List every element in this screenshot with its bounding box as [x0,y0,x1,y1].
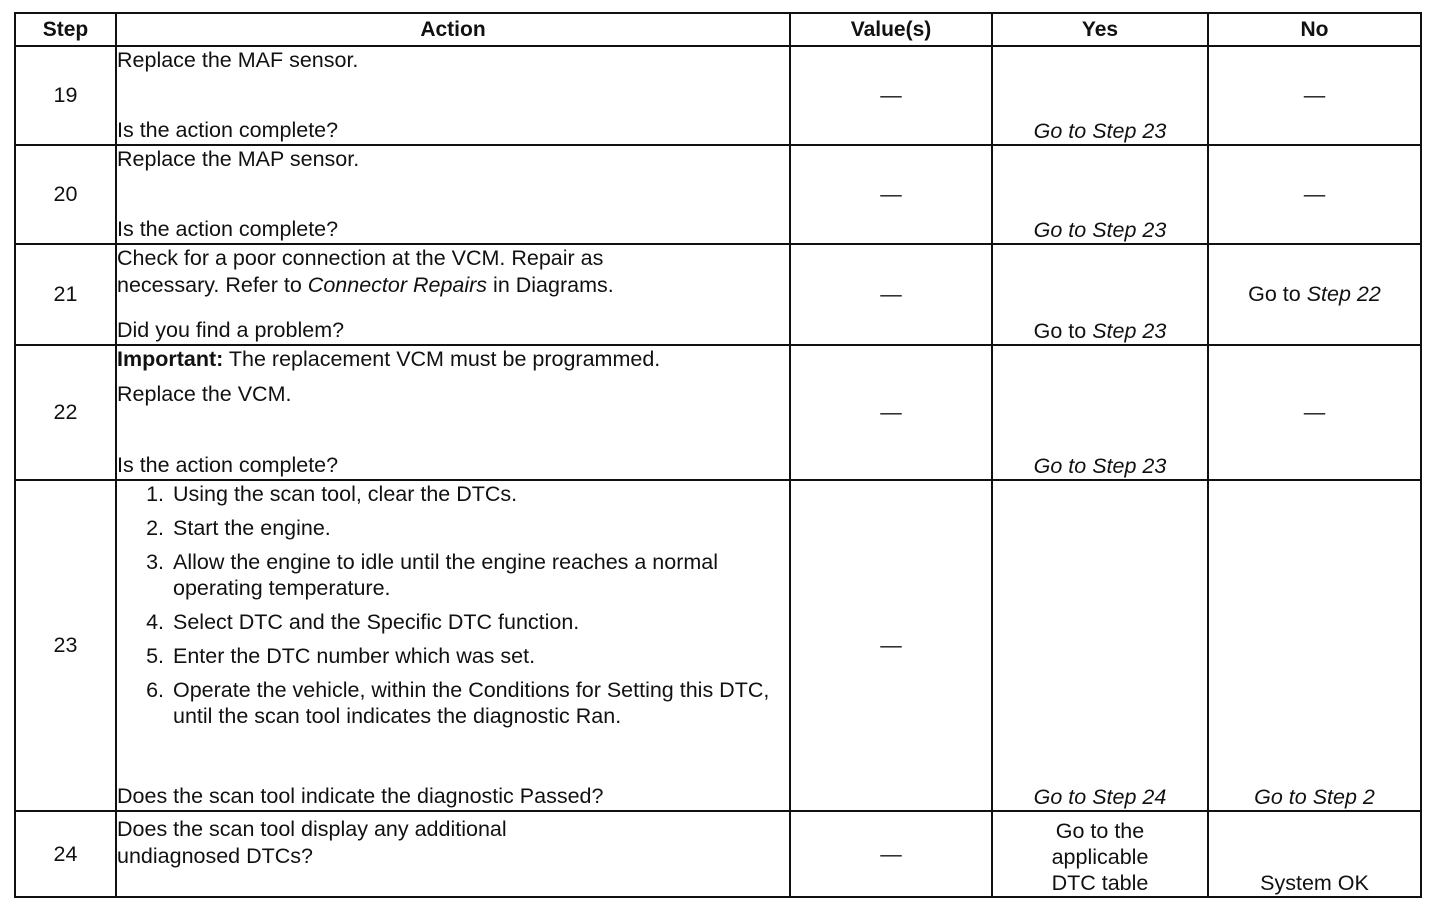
connector-repairs-reference: Connector Repairs [307,273,488,297]
list-item [117,549,789,601]
action-cell [116,145,790,244]
step-number: 21 [15,244,116,345]
list-text: Enter the DTC number which was set. [173,644,536,668]
no-cell: — [1208,345,1421,480]
header-values: Value(s) [790,13,992,46]
yes-cell [992,811,1208,897]
list-text: Operate the vehicle, within the Conditions for Setting this DTC, until the scan tool indicates the diagnostic Ran. [173,678,770,728]
action-text-fragment: necessary. Refer to [117,273,308,297]
action-text-line-1: Check for a poor connection at the VCM. Repair as [117,246,604,270]
value-cell: — [790,811,992,897]
important-label: Important: [117,347,224,371]
yes-line: DTC table [1051,871,1149,895]
step-number: 20 [15,145,116,244]
table-row-step-22 [15,345,1421,480]
action-cell [116,345,790,480]
list-text: Using the scan tool, clear the DTCs. [173,482,518,506]
step-number: 24 [15,811,116,897]
list-item [117,677,789,729]
important-note [117,346,789,373]
action-question: Does the scan tool indicate the diagnostic Passed? [117,784,604,808]
list-text: Select DTC and the Specific DTC function. [173,610,580,634]
yes-cell: Go to Step 24 [992,480,1208,811]
table-row-step-19 [15,46,1421,145]
table-header-row [15,13,1421,46]
table-row-step-24 [15,811,1421,897]
diagnostic-table-page [14,12,1420,896]
no-text: Go to [1248,282,1307,306]
action-text: Replace the VCM. [117,382,292,406]
list-number: 4. [146,610,164,634]
yes-step-reference: Step 23 [1092,319,1167,343]
value-cell: — [790,244,992,345]
header-action: Action [116,13,790,46]
no-cell: System OK [1208,811,1421,897]
table-row-step-21 [15,244,1421,345]
yes-cell [992,244,1208,345]
yes-text: Go to [1033,319,1093,343]
action-text-line-2: undiagnosed DTCs? [117,844,314,868]
no-step-reference: Step 22 [1306,282,1381,306]
list-number: 2. [146,516,164,540]
list-item [117,609,789,635]
value-cell: — [790,46,992,145]
list-item [117,515,789,541]
no-cell: — [1208,46,1421,145]
list-item [117,481,789,507]
table-row-step-23 [15,480,1421,811]
action-text: Replace the MAP sensor. [117,147,360,171]
action-text-line-1: Does the scan tool display any additional [117,817,507,841]
action-text-fragment: in Diagrams. [487,273,614,297]
value-cell: — [790,145,992,244]
diagnostic-step-table [14,12,1422,898]
list-number: 5. [146,644,164,668]
action-question: Is the action complete? [117,453,339,477]
value-cell: — [790,345,992,480]
value-cell: — [790,480,992,811]
action-cell [116,244,790,345]
table-row-step-20 [15,145,1421,244]
header-no: No [1208,13,1421,46]
yes-cell: Go to Step 23 [992,345,1208,480]
action-text-line-2 [117,272,789,299]
list-number: 3. [146,550,164,574]
list-text: Start the engine. [173,516,331,540]
step-number: 23 [15,480,116,811]
yes-cell: Go to Step 23 [992,145,1208,244]
list-number: 6. [146,678,164,702]
yes-text-block [1052,818,1149,896]
action-question: Did you find a problem? [117,318,345,342]
no-cell [1208,244,1421,345]
action-cell [116,480,790,811]
yes-line: applicable [1051,845,1149,869]
list-text: Allow the engine to idle until the engine reaches a normal operating temperature. [173,550,719,600]
important-text: The replacement VCM must be programmed. [223,347,661,371]
no-cell: Go to Step 2 [1208,480,1421,811]
no-cell: — [1208,145,1421,244]
action-cell [116,811,790,897]
procedure-list [117,481,789,731]
action-cell [116,46,790,145]
header-step: Step [15,13,116,46]
action-question: Is the action complete? [117,217,339,241]
yes-cell: Go to Step 23 [992,46,1208,145]
step-number: 22 [15,345,116,480]
yes-line: Go to the [1055,819,1145,843]
list-item [117,643,789,669]
action-question: Is the action complete? [117,118,339,142]
action-text: Replace the MAF sensor. [117,48,359,72]
list-number: 1. [146,482,164,506]
header-yes: Yes [992,13,1208,46]
step-number: 19 [15,46,116,145]
